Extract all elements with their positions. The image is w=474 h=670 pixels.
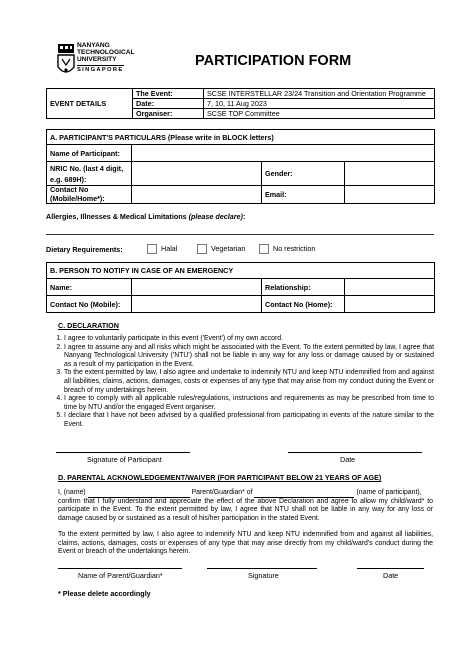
declaration-item: 2. I agree to assume any and all risks which might be associated with the Event. To the extent permitted by law, I agree that Nanyang Technological University ('NTU') shall not be liable in any way for any loss or damage caused by or sustained as a result of my participation in the Event. — [64, 344, 434, 370]
checkbox-no-restriction[interactable] — [259, 244, 269, 254]
dietary-option-vegetarian[interactable] — [197, 244, 245, 254]
section-d-heading: D. PARENTAL ACKNOWLEDGEMENT/WAIVER (FOR PARTICIPANT BELOW 21 YEARS OF AGE) — [58, 473, 382, 482]
section-c-heading: C. DECLARATION — [58, 321, 119, 330]
parent-name-signature-line[interactable] — [58, 568, 182, 569]
allergies-line — [46, 212, 245, 221]
logo-line-1: NANYANG — [77, 42, 110, 49]
participant-signature-label: Signature of Participant — [87, 455, 162, 464]
participant-date-label: Date — [340, 455, 356, 464]
relationship-label: Relationship: — [262, 279, 345, 296]
parent-name-label: Name of Parent/Guardian* — [78, 571, 163, 580]
parental-paragraph-1-text: confirm that I fully understand and appreciate the effect of the above Declaration and agree to allow my child/ward* to participate in the Event. To the extent permitted by law, I agree that NTU shall not be liable in any way for any loss or damage caused by or sustained as a result of his/her participation in the stated Event. — [58, 497, 433, 522]
parent-signature-label: Signature — [248, 571, 279, 580]
mobile-label: Contact No (Mobile): — [47, 296, 132, 313]
home-field[interactable] — [345, 296, 435, 313]
organiser-label: Organiser: — [133, 109, 204, 119]
parental-paragraph-1 — [58, 489, 433, 523]
declaration-item: 5. I declare that I have not been advised by a qualified professional from participating in events of the nature similar to the Event. — [64, 412, 434, 429]
emergency-name-field[interactable] — [132, 279, 262, 296]
event-label: The Event: — [133, 89, 204, 99]
ntu-logo — [57, 43, 167, 79]
participant-date-line[interactable] — [288, 452, 422, 453]
no-restriction-label: No restriction — [273, 244, 316, 253]
relationship-field[interactable] — [345, 279, 435, 296]
emergency-name-label: Name: — [47, 279, 132, 296]
parent-signature-line[interactable] — [207, 568, 317, 569]
parent-name-prefix: I, (name) — [58, 489, 86, 496]
event-details-table — [46, 88, 435, 119]
parent-date-line[interactable] — [357, 568, 424, 569]
logo-line-4: SINGAPORE — [77, 67, 124, 73]
allergies-answer-line[interactable] — [46, 234, 434, 235]
email-label: Email: — [262, 186, 345, 204]
dietary-label: Dietary Requirements: — [46, 245, 123, 254]
contact-label-2: (Mobile/Home*): — [50, 193, 105, 203]
vegetarian-label: Vegetarian — [211, 244, 246, 253]
halal-label: Halal — [161, 244, 178, 253]
declaration-item: 1. I agree to voluntarily participate in this event ('Event') of my own accord. — [64, 335, 434, 344]
date-label: Date: — [133, 99, 204, 109]
allergies-colon: : — [242, 212, 246, 221]
mobile-field[interactable] — [132, 296, 262, 313]
logo-line-3: UNIVERSITY — [77, 55, 117, 63]
event-value: SCSE INTERSTELLAR 23/24 Transition and Orientation Programme — [204, 89, 435, 99]
allergies-note: (please declare) — [188, 212, 243, 221]
section-b-heading: B. PERSON TO NOTIFY IN CASE OF AN EMERGENCY — [47, 263, 435, 279]
gender-field[interactable] — [345, 162, 435, 186]
emergency-table — [46, 262, 435, 313]
footnote: * Please delete accordingly — [58, 589, 151, 598]
contact-field[interactable] — [132, 186, 262, 204]
participant-name-suffix: (name of participant), — [356, 489, 422, 496]
nric-label-2: e.g. 689H): — [50, 174, 87, 184]
declaration-item: 4. I agree to comply with all applicable rules/regulations, instructions and requirements as may be prescribed from time to time by NTU and/or the engaged Event organiser. — [64, 395, 434, 412]
declaration-list — [48, 335, 434, 430]
event-details-label: EVENT DETAILS — [47, 89, 133, 119]
date-value: 7, 10, 11 Aug 2023 — [204, 99, 435, 109]
participant-name-field[interactable] — [132, 145, 435, 162]
email-field[interactable] — [345, 186, 435, 204]
section-a-heading: A. PARTICIPANT'S PARTICULARS (Please write in BLOCK letters) — [47, 130, 435, 145]
home-label: Contact No (Home): — [262, 296, 345, 313]
organiser-value: SCSE TOP Committee — [204, 109, 435, 119]
gender-label: Gender: — [262, 162, 345, 186]
parental-paragraph-2: To the extent permitted by law, I also agree to indemnify NTU and keep NTU indemnified from and against all liabilities, claims, actions, damages, costs or expenses of any type that may arise directly from my child/ward's conduct during the Event or breach of the undertakings herein. — [58, 531, 433, 556]
contact-label-1: Contact No — [50, 185, 89, 194]
parent-guardian-text: Parent/Guardian* of — [191, 489, 253, 496]
declaration-item: 3. To the extent permitted by law, I also agree and undertake to indemnify NTU and keep NTU indemnified from and against all liabilities, claims, actions, damages, costs or expenses of any type that may arise from my conduct during the Event or breach of my undertakings herein. — [64, 369, 434, 395]
participant-name-label: Name of Participant: — [47, 145, 132, 162]
nric-label-1: NRIC No. (last 4 digit, — [50, 163, 124, 173]
checkbox-vegetarian[interactable] — [197, 244, 207, 254]
participant-signature-line[interactable] — [56, 452, 190, 453]
nric-field[interactable] — [132, 162, 262, 186]
parent-date-label: Date — [383, 571, 399, 580]
logo-line-2: TECHNOLOGICAL — [77, 48, 135, 56]
participant-table — [46, 129, 435, 204]
allergies-label: Allergies, Illnesses & Medical Limitations — [46, 212, 187, 221]
ntu-crest-icon — [57, 43, 75, 77]
form-title: PARTICIPATION FORM — [195, 53, 352, 69]
checkbox-halal[interactable] — [147, 244, 157, 254]
dietary-option-halal[interactable] — [147, 244, 177, 254]
dietary-option-no-restriction[interactable] — [259, 244, 315, 254]
